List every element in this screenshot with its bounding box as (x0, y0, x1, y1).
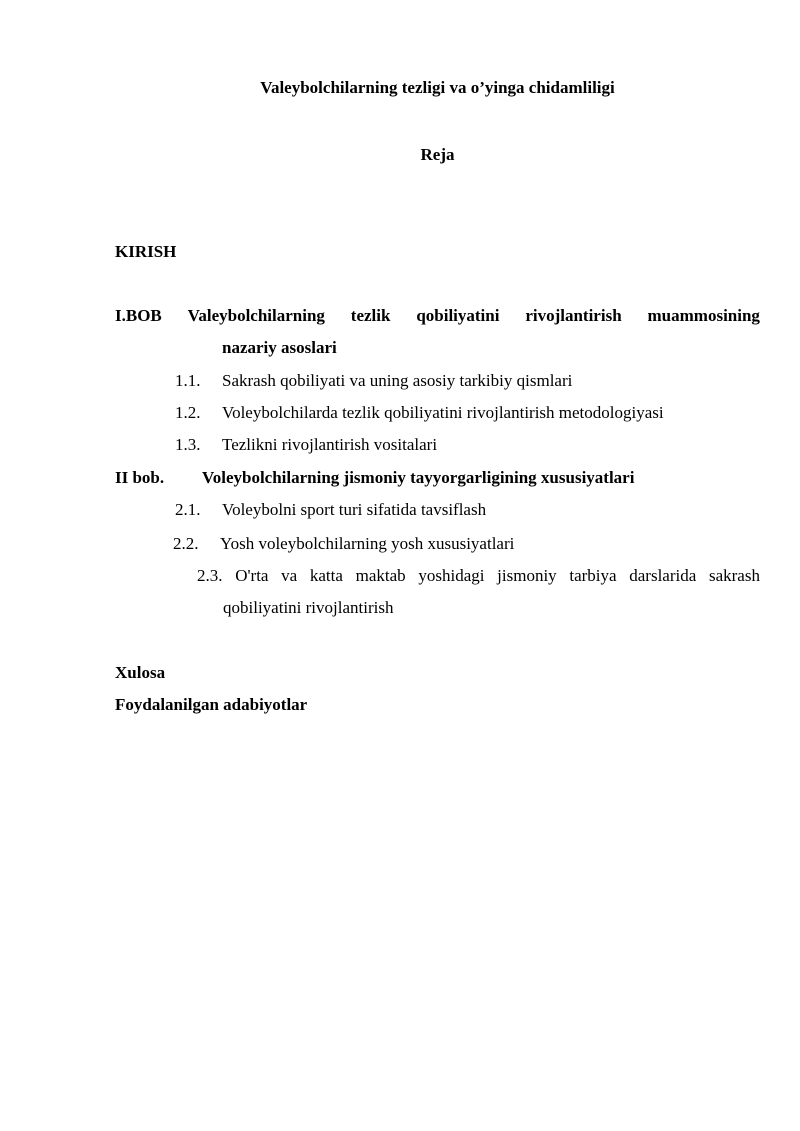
toc-item-word: jismoniy (497, 566, 557, 585)
chapter1-title-continuation: nazariy asoslari (222, 338, 337, 357)
toc-item-word: yoshidagi (418, 566, 485, 585)
chapter1-title-word: rivojlantirish (525, 306, 622, 325)
toc-item-word: katta (309, 566, 343, 585)
chapter1-title-word: Valeybolchilarning (187, 306, 325, 325)
conclusion-heading: Xulosa (115, 663, 166, 682)
toc-item-number: 1.1. (175, 371, 201, 390)
toc-item-text: Yosh voleybolchilarning yosh xususiyatlari (220, 534, 515, 553)
toc-item-word: va (281, 566, 298, 585)
document-title: Valeybolchilarning tezligi va o’yinga chidamliligi (260, 78, 615, 97)
chapter2-label: II bob. (115, 468, 165, 487)
toc-item-word: sakrash (708, 566, 760, 585)
toc-item-word: maktab (355, 566, 406, 585)
chapter1-title-word: qobiliyatini (416, 306, 500, 325)
toc-item (175, 501, 486, 518)
toc-item-word: darslarida (629, 566, 697, 585)
chapter2-title: Voleybolchilarning jismoniy tayyorgarligining xususiyatlari (202, 468, 635, 487)
toc-item-number: 1.3. (175, 435, 201, 454)
toc-item-text: Voleybolni sport turi sifatida tavsiflash (222, 500, 487, 519)
toc-item (175, 404, 664, 421)
intro-heading: KIRISH (115, 242, 177, 261)
toc-item-text: Voleybolchilarda tezlik qobiliyatini rivojlantirish metodologiyasi (222, 403, 664, 422)
toc-item-word: O'rta (235, 566, 269, 585)
toc-item-number: 2.3. (197, 566, 223, 585)
toc-item-number: 2.2. (173, 534, 199, 553)
toc-item-number: 1.2. (175, 403, 201, 422)
toc-item-number: 2.1. (175, 500, 201, 519)
toc-item-text: Tezlikni rivojlantirish vositalari (222, 435, 438, 454)
references-heading: Foydalanilgan adabiyotlar (115, 695, 308, 714)
toc-item-justified (197, 567, 760, 584)
chapter1-heading (115, 307, 760, 324)
toc-item-word: tarbiya (569, 566, 617, 585)
chapter1-label: I.BOB (115, 306, 162, 325)
toc-item-continuation: qobiliyatini rivojlantirish (223, 598, 394, 617)
toc-item (175, 372, 572, 389)
chapter1-title-word: muammosining (647, 306, 760, 325)
chapter1-title-word: tezlik (350, 306, 391, 325)
toc-item-text: Sakrash qobiliyati va uning asosiy tarkibiy qismlari (222, 371, 573, 390)
toc-item (175, 436, 437, 453)
plan-heading: Reja (420, 145, 455, 164)
toc-item (173, 535, 514, 552)
